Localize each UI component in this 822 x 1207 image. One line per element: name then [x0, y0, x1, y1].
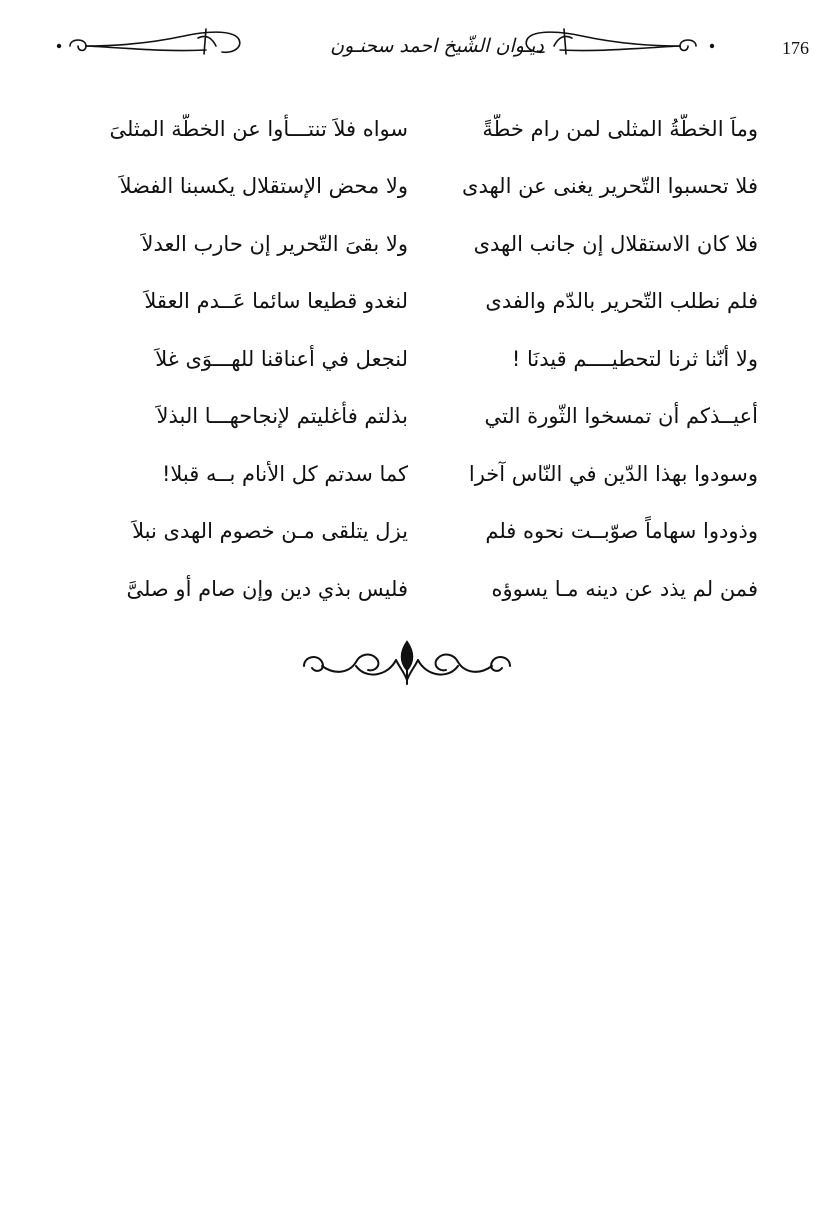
book-title: ديـوان الشّيخ احمد سحنـون	[330, 35, 544, 57]
verse-1-first-hemistich: وماَ الخطّةُ المثلى لمن رام خطّةً	[482, 116, 758, 141]
verse-2-first-hemistich: فلا تحسبوا التّحرير يغنى عن الهدى	[462, 174, 758, 199]
poem	[88, 100, 758, 618]
verse-7	[88, 445, 758, 503]
verse-1	[88, 100, 758, 158]
verse-9-second-hemistich: فليس بذي دين وإن صام أو صلىَّ	[126, 576, 408, 601]
verse-2	[88, 158, 758, 216]
page-number: 176	[782, 38, 809, 58]
verse-4	[88, 273, 758, 331]
verse-5-first-hemistich: ولا أنّنا ثرنا لتحطيــــم قيدنَا !	[511, 346, 758, 371]
running-header	[56, 24, 809, 72]
verse-8-first-hemistich: وذودوا سهاماً صوّبــت نحوه فلم	[485, 519, 758, 544]
verse-9-first-hemistich: فمن لم يذد عن دينه مـا يسوؤه	[491, 576, 758, 601]
verse-7-second-hemistich: كما سدتم كل الأنام بــه قبلا!	[161, 461, 408, 486]
verse-6	[88, 388, 758, 446]
verse-8-second-hemistich: يزل يتلقى مـن خصوم الهدى نبلاَ	[132, 519, 408, 544]
verse-6-first-hemistich: أعيــذكم أن تمسخوا الثّورة التي	[484, 404, 758, 429]
verse-6-second-hemistich: بذلتم فأغليتم لإنجاحهـــا البذلاَ	[156, 404, 408, 429]
header-left-flourish-icon	[57, 29, 240, 54]
verse-9	[88, 560, 758, 618]
verse-1-second-hemistich: سواه فلاَ تنتـــأوا عن الخطّة المثلىَ	[109, 116, 408, 141]
verse-5	[88, 330, 758, 388]
fleuron-divider-icon	[296, 636, 518, 688]
verse-4-first-hemistich: فلم نطلب التّحرير بالدّم والفدى	[485, 289, 758, 314]
verse-3-first-hemistich: فلا كان الاستقلال إن جانب الهدى	[473, 231, 758, 256]
verse-7-first-hemistich: وسودوا بهذا الدّين في النّاس آخرا	[468, 461, 758, 486]
verse-8	[88, 503, 758, 561]
verse-3-second-hemistich: ولا بقىَ التّحرير إن حارب العدلاَ	[141, 231, 408, 256]
verse-3	[88, 215, 758, 273]
verse-4-second-hemistich: لنغدو قطيعا سائما عَــدم العقلاَ	[144, 289, 408, 314]
verse-2-second-hemistich: ولا محض الإستقلال يكسبنا الفضلاَ	[119, 174, 408, 199]
verse-5-second-hemistich: لنجعل في أعناقنا للهـــوَى غلاَ	[155, 346, 408, 371]
